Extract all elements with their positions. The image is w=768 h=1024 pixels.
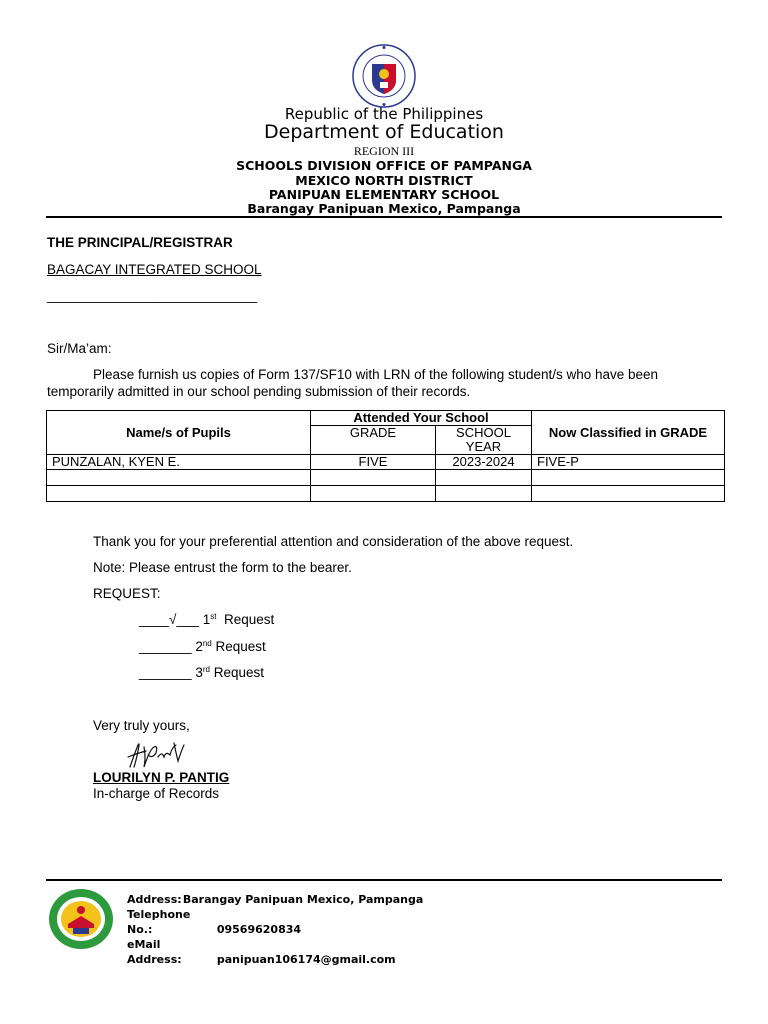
- footer-address-line: [127, 892, 423, 907]
- paragraph-line-2: temporarily admitted in our school pending submission of their records.: [47, 384, 471, 399]
- request-1-number: 1: [202, 612, 211, 627]
- footer-email-line: [127, 937, 423, 967]
- deped-seal-icon: [352, 44, 416, 108]
- table-row: [47, 470, 725, 486]
- school-logo-icon: [48, 888, 114, 950]
- signer-title: In-charge of Records: [93, 786, 220, 801]
- footer-address-value: Barangay Panipuan Mexico, Pampanga: [182, 893, 424, 906]
- header-divider: [46, 216, 722, 218]
- footer-divider: [46, 879, 722, 881]
- footer-email-value: panipuan106174@gmail.com: [216, 953, 396, 966]
- table-row: [47, 455, 725, 470]
- cell-grade: [311, 486, 436, 502]
- cell-classified: FIVE-P: [532, 455, 725, 470]
- footer-phone-line: [127, 907, 423, 937]
- footer-phone-value: 09569620834: [216, 923, 302, 936]
- cell-name: PUNZALAN, KYEN E.: [47, 455, 311, 470]
- addressee: THE PRINCIPAL/REGISTRAR: [47, 235, 233, 250]
- request-label: REQUEST:: [93, 586, 161, 601]
- salutation: Sir/Ma’am:: [47, 341, 112, 356]
- header-classified: Now Classified in GRADE: [532, 411, 725, 455]
- school-heading: PANIPUAN ELEMENTARY SCHOOL: [268, 187, 500, 202]
- district-heading: MEXICO NORTH DISTRICT: [295, 173, 473, 188]
- request-2-label: Request: [215, 639, 266, 654]
- note-text: Note: Please entrust the form to the bearer.: [93, 560, 352, 575]
- footer-contact: [127, 892, 423, 967]
- cell-name: [47, 486, 311, 502]
- header-names: Name/s of Pupils: [47, 411, 311, 455]
- request-2-blank: _______: [139, 639, 192, 654]
- footer-phone-label: Telephone No.:: [127, 908, 191, 936]
- header-school-year-line1: SCHOOL: [456, 425, 511, 440]
- cell-year: [436, 470, 532, 486]
- paragraph-line-1: Please furnish us copies of Form 137/SF10 with LRN of the following student/s who have been: [93, 367, 659, 382]
- header-attended: Attended Your School: [311, 411, 532, 426]
- footer-address-label: Address:: [127, 893, 182, 906]
- header-grade: GRADE: [311, 426, 436, 455]
- request-3-blank: _______: [139, 665, 192, 680]
- cell-year: [436, 486, 532, 502]
- closing-text: Very truly yours,: [93, 718, 190, 733]
- signer-name: LOURILYN P. PANTIG: [93, 770, 230, 785]
- division-heading: SCHOOLS DIVISION OFFICE OF PAMPANGA: [236, 158, 532, 173]
- cell-classified: [532, 486, 725, 502]
- request-3-number: 3: [195, 665, 203, 680]
- cell-classified: [532, 470, 725, 486]
- request-3-label: Request: [213, 665, 265, 680]
- addressee-school: BAGACAY INTEGRATED SCHOOL: [47, 262, 262, 277]
- request-1-suffix: st: [210, 612, 217, 621]
- header-school-year: [436, 426, 532, 455]
- thanks-text: Thank you for your preferential attention and consideration of the above request.: [93, 534, 574, 549]
- region-heading: REGION III: [353, 144, 415, 158]
- blank-line: ____________________________: [47, 288, 258, 303]
- department-heading: Department of Education: [264, 121, 504, 143]
- request-1-label: Request: [224, 612, 275, 627]
- request-3: [139, 665, 264, 680]
- cell-year: 2023-2024: [436, 455, 532, 470]
- pupils-table: [46, 410, 725, 502]
- cell-grade: FIVE: [311, 455, 436, 470]
- header-school-year-line2: YEAR: [465, 439, 502, 454]
- request-2-number: 2: [195, 639, 203, 654]
- request-3-suffix: rd: [202, 665, 210, 674]
- request-2-suffix: nd: [202, 639, 212, 648]
- request-1: [139, 612, 274, 627]
- request-2: [139, 639, 266, 654]
- cell-name: [47, 470, 311, 486]
- footer-email-label: eMail Address:: [127, 938, 182, 966]
- republic-heading: Republic of the Philippines: [284, 105, 484, 123]
- cell-grade: [311, 470, 436, 486]
- table-row: [47, 486, 725, 502]
- signature-icon: [124, 737, 188, 771]
- school-address-heading: Barangay Panipuan Mexico, Pampanga: [247, 201, 521, 216]
- request-1-blank: ____√___: [139, 612, 199, 627]
